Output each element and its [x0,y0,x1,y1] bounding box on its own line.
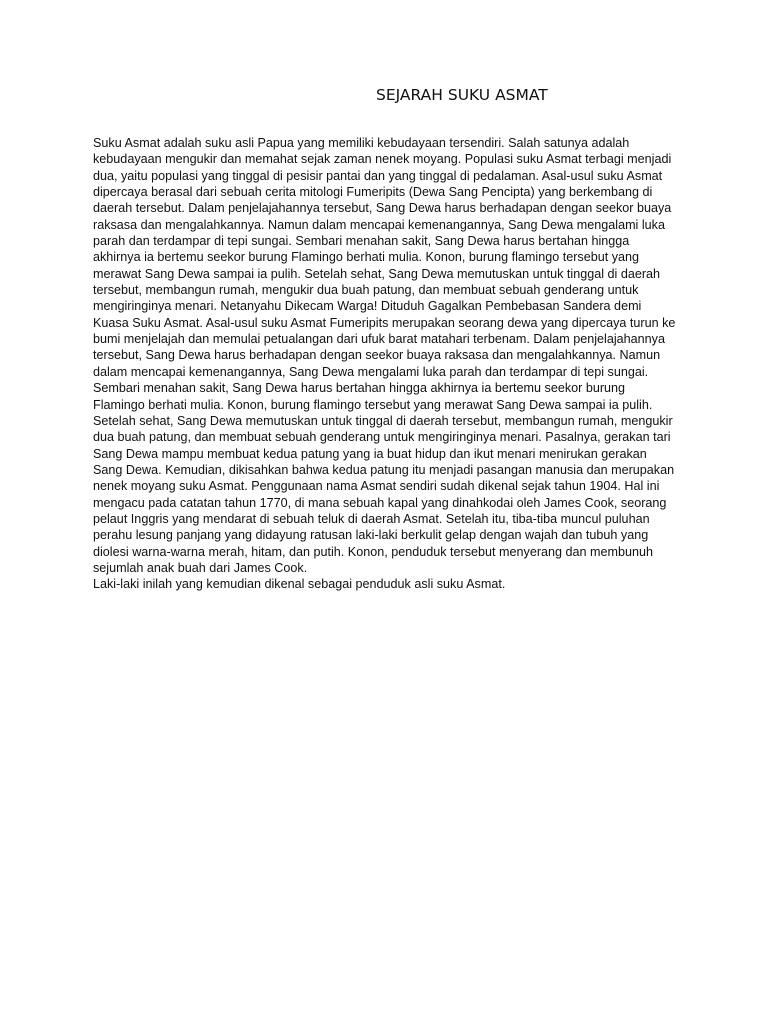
paragraph: Laki-laki inilah yang kemudian dikenal sebagai penduduk asli suku Asmat. [93,577,506,592]
page-title: SEJARAH SUKU ASMAT [376,86,548,104]
document-body [93,135,678,593]
paragraph: Suku Asmat adalah suku asli Papua yang memiliki kebudayaan tersendiri. Salah satunya adalah kebudayaan mengukir dan memahat sejak zaman nenek moyang. Populasi suku Asmat terbagi menjadi dua, yaitu populasi yang tinggal di pesisir pantai dan yang tinggal di pedalaman. Asal-usul suku Asmat dipercaya berasal dari sebuah cerita mitologi Fumeripits (Dewa Sang Pencipta) yang berkembang di daerah tersebut. Dalam penjelajahannya tersebut, Sang Dewa harus berhadapan dengan seekor buaya raksasa dan mengalahkannya. Namun dalam mencapai kemenangannya, Sang Dewa mengalami luka parah dan terdampar di tepi sungai. Sembari menahan sakit, Sang Dewa harus bertahan hingga akhirnya ia bertemu seekor burung Flamingo berhati mulia. Konon, burung flamingo tersebut yang merawat Sang Dewa sampai ia pulih. Setelah sehat, Sang Dewa memutuskan untuk tinggal di daerah tersebut, membangun rumah, mengukir dua buah patung, dan membuat sebuah genderang untuk mengiringinya menari. Netanyahu Dikecam Warga! Dituduh Gagalkan Pembebasan Sandera demi Kuasa Suku Asmat. Asal-usul suku Asmat Fumeripits merupakan seorang dewa yang dipercaya turun ke bumi menjelajah dan memulai petualangan dari ufuk barat matahari terbenam. Dalam penjelajahannya tersebut, Sang Dewa harus berhadapan dengan seekor buaya raksasa dan mengalahkannya. Namun dalam mencapai kemenangannya, Sang Dewa mengalami luka parah dan terdampar di tepi sungai. Sembari menahan sakit, Sang Dewa harus bertahan hingga akhirnya ia bertemu seekor burung Flamingo berhati mulia. Konon, burung flamingo tersebut yang merawat Sang Dewa sampai ia pulih. Setelah sehat, Sang Dewa memutuskan untuk tinggal di daerah tersebut, membangun rumah, mengukir dua buah patung, dan membuat sebuah genderang untuk mengiringinya menari. Pasalnya, gerakan tari Sang Dewa mampu membuat kedua patung yang ia buat hidup dan ikut menari menirukan gerakan Sang Dewa. Kemudian, dikisahkan bahwa kedua patung itu menjadi pasangan manusia dan merupakan nenek moyang suku Asmat. Penggunaan nama Asmat sendiri sudah dikenal sejak tahun 1904. Hal ini mengacu pada catatan tahun 1770, di mana sebuah kapal yang dinahkodai oleh James Cook, seorang pelaut Inggris yang mendarat di sebuah teluk di daerah Asmat. Setelah itu, tiba-tiba muncul puluhan perahu lesung panjang yang didayung ratusan laki-laki berkulit gelap dengan wajah dan tubuh yang diolesi warna-warna merah, hitam, dan putih. Konon, penduduk tersebut menyerang dan membunuh sejumlah anak buah dari James Cook. [93,136,676,575]
